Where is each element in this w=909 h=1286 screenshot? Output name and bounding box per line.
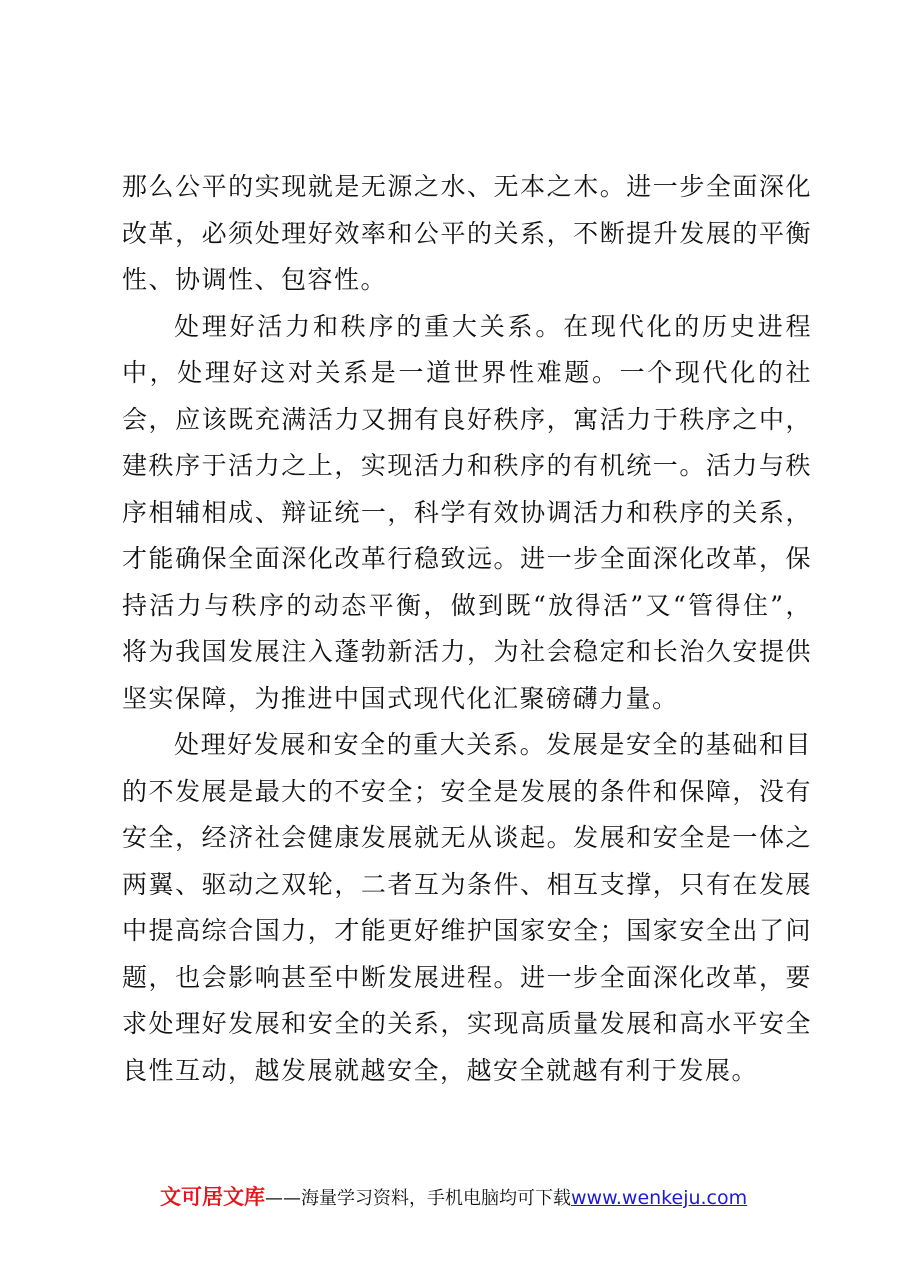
paragraph-2: 处理好活力和秩序的重大关系。在现代化的历史进程中，处理好这对关系是一道世界性难题。一个现代化的社会，应该既充满活力又拥有良好秩序，寓活力于秩序之中，建秩序于活力之上，实现活力和秩序的有机统一。活力与秩序相辅相成、辩证统一，科学有效协调活力和秩序的关系，才能确保全面深化改革行稳致远。进一步全面深化改革，保持活力与秩序的动态平衡，做到既“放得活”又“管得住”，将为我国发展注入蓬勃新活力，为社会稳定和长治久安提供坚实保障，为推进中国式现代化汇聚磅礴力量。	[122, 311, 812, 713]
document-body	[122, 164, 812, 1094]
footer-site-link[interactable]: www.wenkeju.com	[571, 1187, 748, 1209]
footer-banner	[160, 1181, 800, 1211]
footer-brand: 文可居文库	[160, 1185, 265, 1209]
paragraph-3: 处理好发展和安全的重大关系。发展是安全的基础和目的不发展是最大的不安全；安全是发展的条件和保障，没有安全，经济社会健康发展就无从谈起。发展和安全是一体之两翼、驱动之双轮，二者互为条件、相互支撑，只有在发展中提高综合国力，才能更好维护国家安全；国家安全出了问题，也会影响甚至中断发展进程。进一步全面深化改革，要求处理好发展和安全的关系，实现高质量发展和高水平安全良性互动，越发展就越安全，越安全就越有利于发展。	[122, 730, 812, 1085]
paragraph-1: 那么公平的实现就是无源之水、无本之木。进一步全面深化改革，必须处理好效率和公平的关系，不断提升发展的平衡性、协调性、包容性。	[122, 172, 812, 294]
footer-tagline: ——海量学习资料，手机电脑均可下载	[265, 1188, 571, 1209]
